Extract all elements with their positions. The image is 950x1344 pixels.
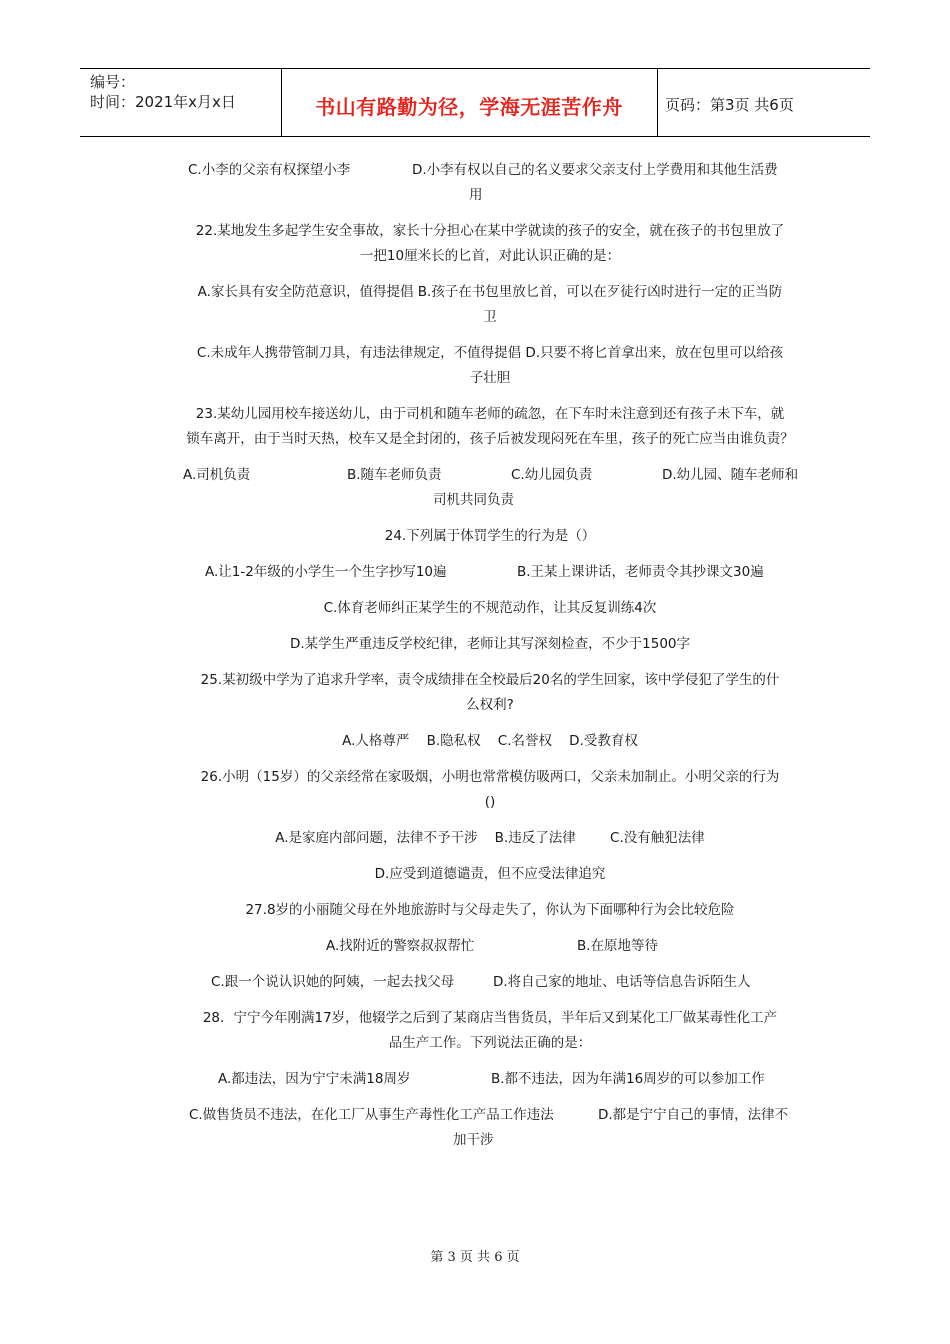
q24-option-c: C.体育老师纠正某学生的不规范动作，让其反复训练4次 [323,600,657,616]
q21-option-d: D.小李有权以自己的名义要求父亲支付上学费用和其他生活费 [412,162,778,178]
q28-option-d-cont: 加干涉 [453,1132,494,1148]
q28-options-ab-row [150,1067,830,1092]
q23-option-a: A.司机负责 [183,467,251,483]
header-page-cell [658,69,870,136]
q22-options-cd: C.未成年人携带管制刀具，有违法律规定，不值得提倡 D.只要不将匕首拿出来，放在包里可以给孩 [196,345,784,361]
q22-options-ab: A.家长具有安全防范意识，值得提倡 B.孩子在书包里放匕首，可以在歹徒行凶时进行一定的正当防 [197,284,783,300]
q28-option-d: D.都是宁宁自己的事情，法律不 [598,1107,789,1123]
q28-option-b: B.都不违法，因为年满16周岁的可以参加工作 [491,1071,765,1087]
q22-stem-line2: 一把10厘米长的匕首，对此认识正确的是： [359,248,621,264]
time-label: 时间：2021年x月x日 [90,93,236,111]
q28-stem-line1: 28．宁宁今年刚满17岁，他辍学之后到了某商店当售货员，半年后又到某化工厂做某毒性化工产 [202,1010,778,1026]
q26-stem-line1: 26.小明（15岁）的父亲经常在家吸烟，小明也常常模仿吸两口，父亲未加制止。小明父亲的行为 [200,769,780,785]
q27-option-c: C.跟一个说认识她的阿姨，一起去找父母 [211,974,455,990]
q25-stem-line2: 么权利? [466,697,514,713]
q23-option-b: B.随车老师负责 [347,467,442,483]
q24-stem: 24.下列属于体罚学生的行为是（） [384,528,596,544]
q23-option-c: C.幼儿园负责 [511,467,593,483]
q26-options-abc: A.是家庭内部问题，法律不予干涉 B.违反了法律 C.没有触犯法律 [275,830,705,846]
header-motto-cell [281,69,658,136]
number-label: 编号： [90,73,136,91]
page-label: 页码：第3页 共6页 [665,96,794,114]
q21-option-c: C.小李的父亲有权探望小李 [188,162,351,178]
q28-option-a: A.都违法，因为宁宁未满18周岁 [218,1071,411,1087]
q24-option-a: A.让1-2年级的小学生一个生字抄写10遍 [205,564,447,580]
q22-options-ab-cont: 卫 [483,309,497,325]
q27-option-d: D.将自己家的地址、电话等信息告诉陌生人 [493,974,751,990]
q26-option-d: D.应受到道德谴责，但不应受法律追究 [374,866,606,882]
q23-option-d-cont-row [150,488,830,513]
q27-options-ab-row [150,934,830,959]
q23-stem-line2: 锁车离开，由于当时天热，校车又是全封闭的，孩子后被发现闷死在车里，孩子的死亡应当由谁负责？ [186,431,794,447]
q23-options-row [150,463,830,488]
q21-options-row [150,158,830,183]
q27-option-b: B.在原地等待 [577,938,659,954]
q24-options-ab-row [150,560,830,585]
page-header [80,68,870,137]
q25-stem-line1: 25.某初级中学为了追求升学率，责令成绩排在全校最后20名的学生回家，该中学侵犯了学生的什 [200,672,780,688]
q28-option-d-cont-row [150,1128,830,1153]
q24-option-b: B.王某上课讲话，老师责令其抄课文30遍 [517,564,764,580]
motto: 书山有路勤为径，学海无涯苦作舟 [315,95,623,119]
q23-option-d-cont: 司机共同负责 [433,492,514,508]
q23-option-d: D.幼儿园、随车老师和 [662,467,799,483]
q28-stem-line2: 品生产工作。下列说法正确的是： [388,1035,592,1051]
q28-option-c: C.做售货员不违法，在化工厂从事生产毒性化工产品工作违法 [189,1107,554,1123]
q21-option-d-cont-row [150,183,830,208]
q24-option-d: D.某学生严重违反学校纪律，老师让其写深刻检查，不少于1500字 [289,636,691,652]
q21-option-d-cont: 用 [469,187,483,203]
q23-stem-line1: 23.某幼儿园用校车接送幼儿，由于司机和随车老师的疏忽，在下车时未注意到还有孩子未下车，就 [195,406,785,422]
q27-options-cd-row [150,970,830,995]
page-footer: 第 3 页 共 6 页 [430,1250,520,1265]
exam-content [150,158,830,1153]
q27-stem: 27.8岁的小丽随父母在外地旅游时与父母走失了，你认为下面哪种行为会比较危险 [245,902,735,918]
q22-options-cd-cont: 子壮胆 [469,370,511,386]
q27-option-a: A.找附近的警察叔叔帮忙 [326,938,475,954]
q22-stem-line1: 22.某地发生多起学生安全事故，家长十分担心在某中学就读的孩子的安全，就在孩子的书包里放了 [195,223,785,239]
q25-options: A.人格尊严 B.隐私权 C.名誉权 D.受教育权 [342,733,638,749]
header-info-cell [80,69,282,136]
q28-options-cd-row [150,1103,830,1128]
q26-stem-line2: () [484,794,496,810]
